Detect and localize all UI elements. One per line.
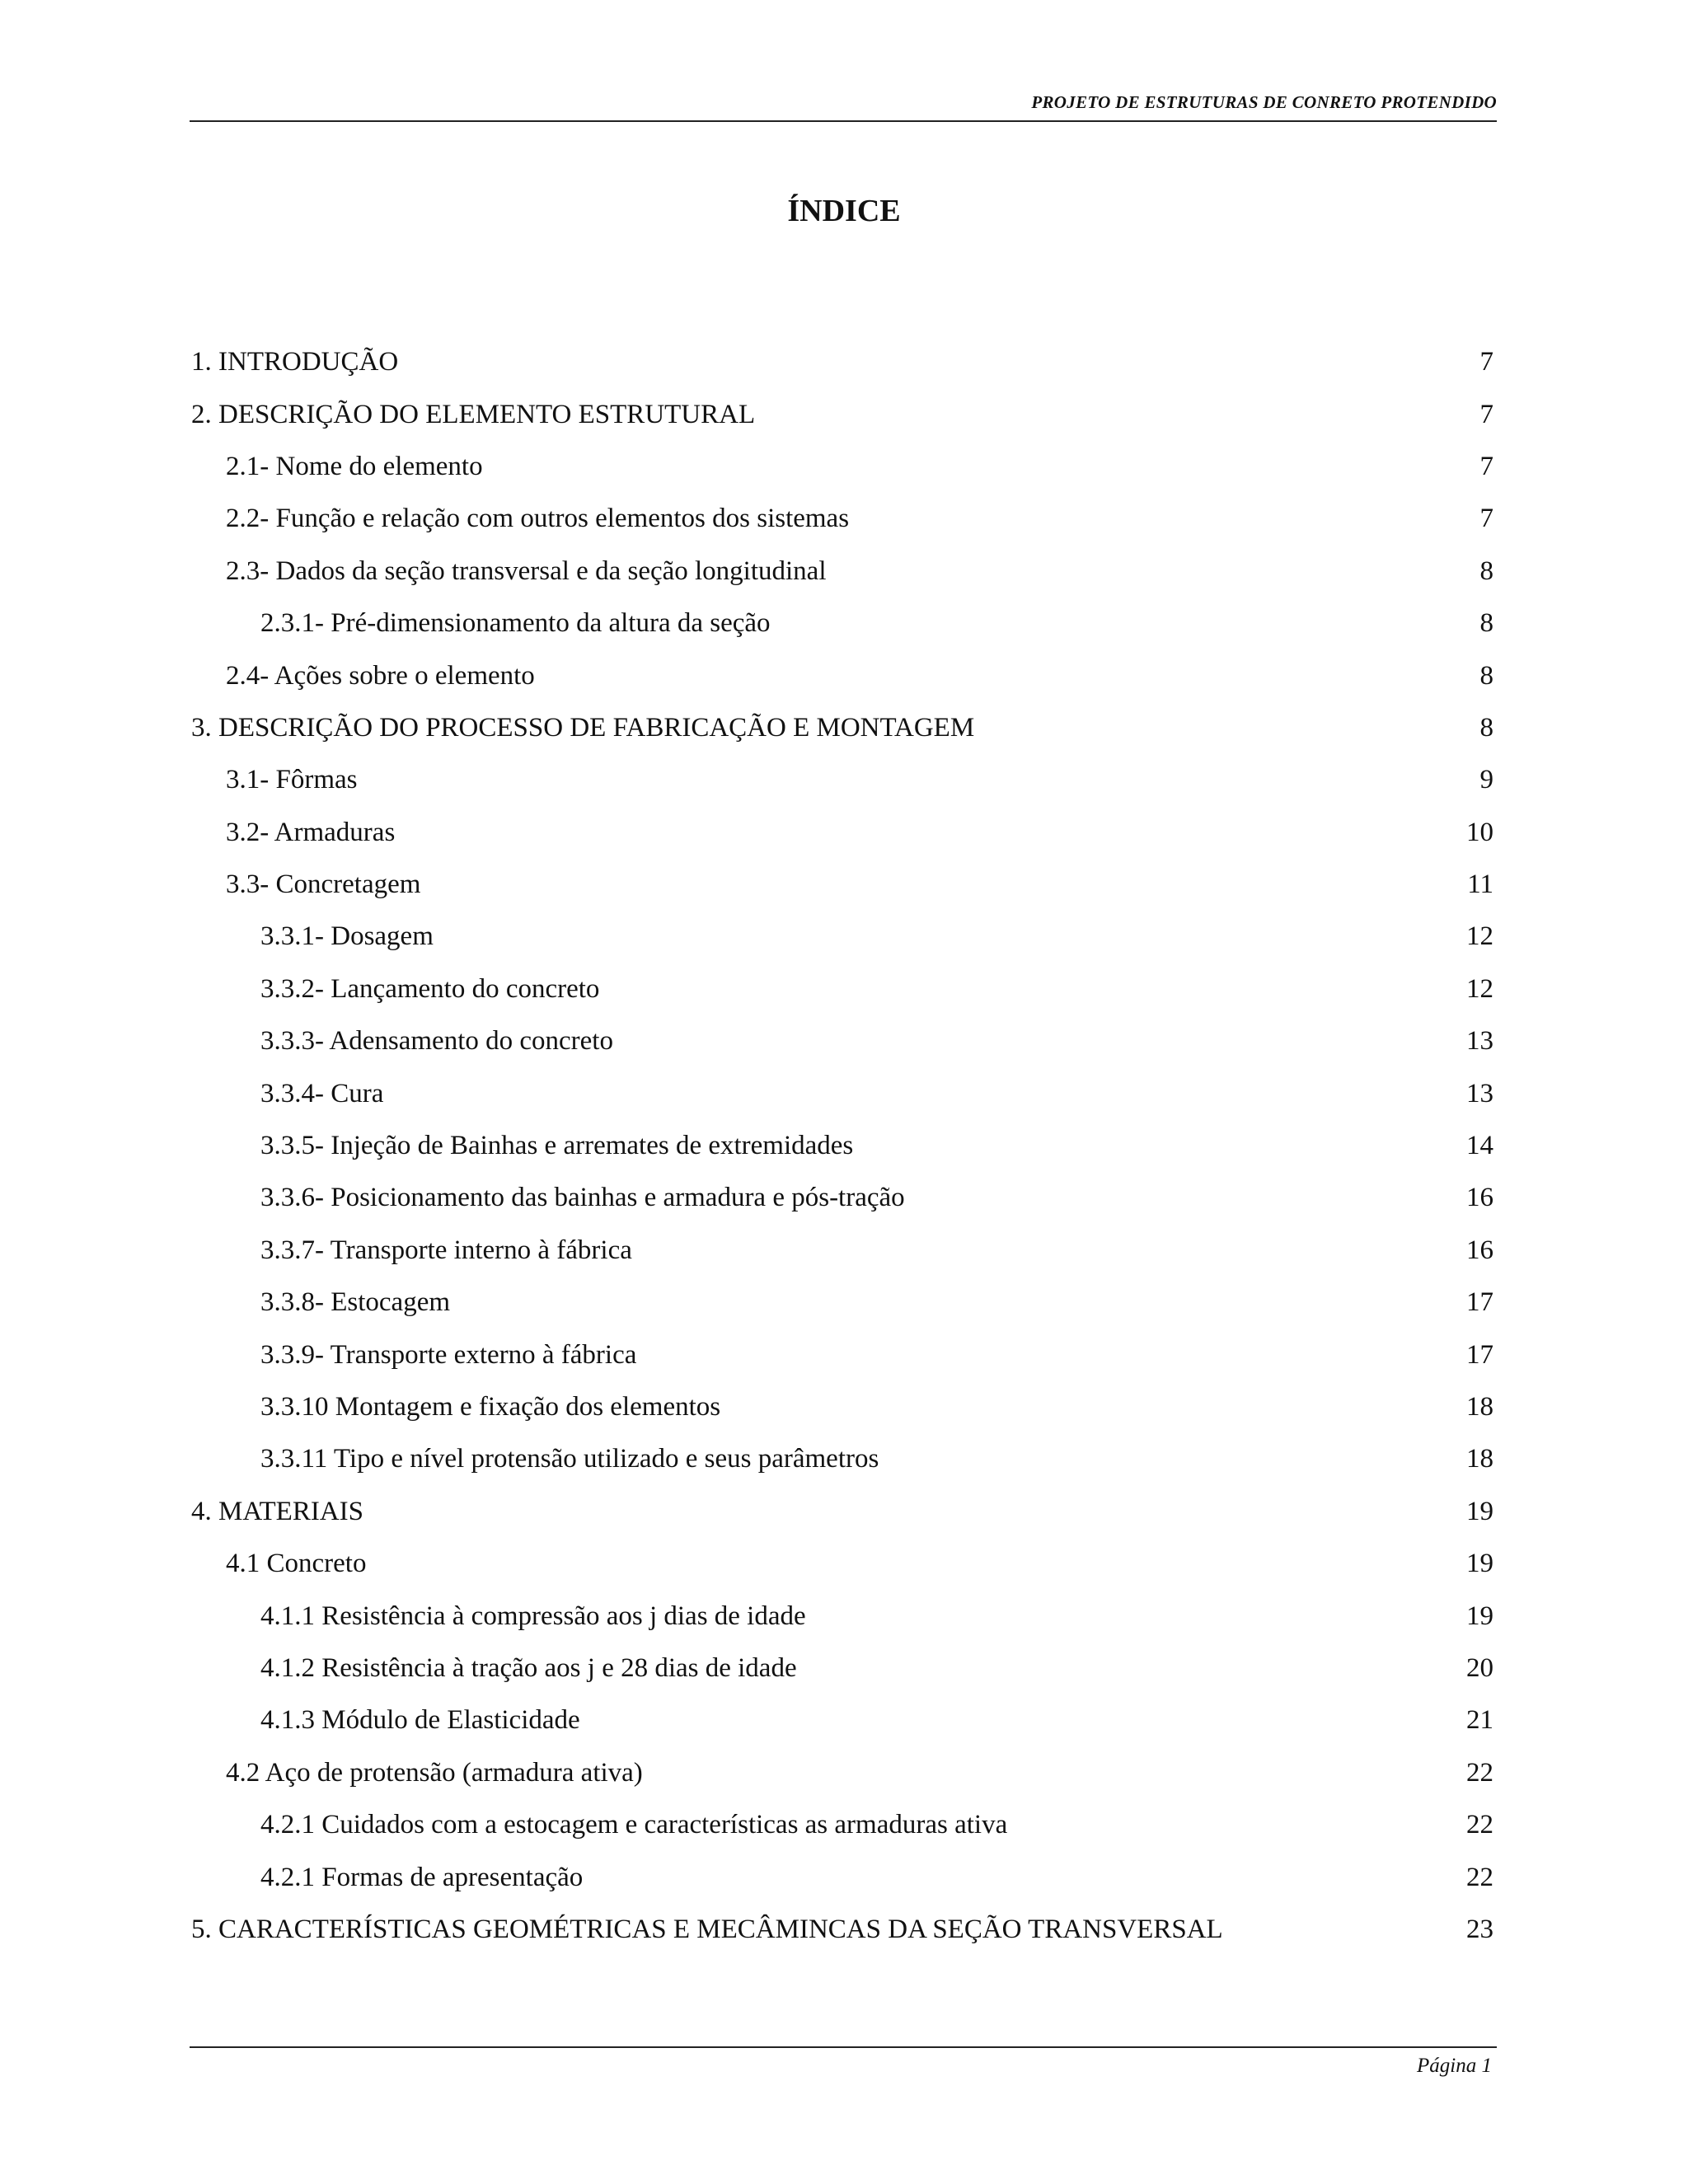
toc-dot-leader — [760, 413, 1475, 429]
toc-entry-page-number: 7 — [1479, 399, 1493, 429]
toc-dot-leader — [455, 1301, 1461, 1317]
toc-entry-label: 4.2.1 Cuidados com a estocagem e características as armaduras ativa — [260, 1810, 1008, 1840]
toc-entry[interactable] — [191, 1120, 1493, 1172]
toc-entry[interactable] — [191, 1225, 1493, 1277]
toc-entry-page-number: 19 — [1466, 1549, 1493, 1579]
toc-dot-leader — [910, 1197, 1461, 1213]
toc-entry-label: 3.3.2- Lançamento do concreto — [260, 973, 600, 1004]
toc-entry-label: 3.3.10 Montagem e fixação dos elementos — [260, 1392, 721, 1422]
toc-entry-page-number: 12 — [1466, 973, 1493, 1004]
toc-entry[interactable] — [191, 1015, 1493, 1067]
toc-entry-page-number: 23 — [1466, 1914, 1493, 1944]
toc-entry-label: 3. DESCRIÇÃO DO PROCESSO DE FABRICAÇÃO E MONTAGEM — [191, 712, 975, 743]
toc-entry-label: 3.3.8- Estocagem — [260, 1287, 451, 1318]
toc-entry-page-number: 16 — [1466, 1235, 1493, 1265]
toc-entry-page-number: 9 — [1479, 765, 1493, 795]
toc-dot-leader — [618, 1039, 1461, 1056]
table-of-contents — [191, 336, 1493, 1956]
toc-entry-page-number: 22 — [1466, 1757, 1493, 1788]
toc-entry[interactable] — [191, 388, 1493, 440]
toc-entry[interactable] — [191, 1172, 1493, 1224]
toc-entry-page-number: 8 — [1479, 712, 1493, 743]
toc-dot-leader — [979, 726, 1475, 743]
toc-entry[interactable] — [191, 336, 1493, 388]
toc-entry-label: 2.1- Nome do elemento — [226, 451, 483, 481]
footer-rule — [190, 2046, 1497, 2048]
toc-dot-leader — [884, 1458, 1461, 1474]
header-rule — [190, 120, 1497, 122]
toc-entry[interactable] — [191, 1904, 1493, 1956]
toc-entry[interactable] — [191, 441, 1493, 493]
toc-entry[interactable] — [191, 1277, 1493, 1329]
toc-entry-label: 3.3.9- Transporte externo à fábrica — [260, 1339, 637, 1370]
toc-entry-label: 3.2- Armaduras — [226, 817, 396, 847]
toc-entry-page-number: 22 — [1466, 1862, 1493, 1892]
toc-entry-label: 5. CARACTERÍSTICAS GEOMÉTRICAS E MECÂMINCAS DA SEÇÃO TRANSVERSAL — [191, 1914, 1223, 1944]
toc-dot-leader — [363, 779, 1475, 795]
toc-entry-label: 3.1- Fôrmas — [226, 765, 358, 795]
toc-entry-page-number: 18 — [1466, 1444, 1493, 1474]
toc-dot-leader — [811, 1615, 1461, 1631]
toc-entry[interactable] — [191, 493, 1493, 545]
toc-entry-page-number: 7 — [1479, 347, 1493, 377]
toc-entry[interactable] — [191, 1747, 1493, 1799]
toc-entry-page-number: 11 — [1467, 869, 1493, 900]
toc-entry-label: 3.3.4- Cura — [260, 1078, 384, 1108]
toc-entry[interactable] — [191, 1433, 1493, 1485]
toc-entry[interactable] — [191, 649, 1493, 701]
toc-entry-label: 2. DESCRIÇÃO DO ELEMENTO ESTRUTURAL — [191, 399, 756, 429]
toc-entry[interactable] — [191, 754, 1493, 806]
toc-dot-leader — [368, 1510, 1461, 1526]
running-header: PROJETO DE ESTRUTURAS DE CONRETO PROTENDIDO — [1031, 92, 1497, 112]
toc-entry[interactable] — [191, 1643, 1493, 1694]
toc-entry-page-number: 16 — [1466, 1183, 1493, 1213]
toc-dot-leader — [832, 569, 1475, 586]
toc-entry-page-number: 19 — [1466, 1496, 1493, 1526]
toc-entry[interactable] — [191, 963, 1493, 1015]
toc-dot-leader — [403, 360, 1475, 377]
toc-entry[interactable] — [191, 1329, 1493, 1380]
toc-entry-page-number: 19 — [1466, 1601, 1493, 1631]
toc-entry-page-number: 14 — [1466, 1131, 1493, 1161]
toc-entry[interactable] — [191, 1538, 1493, 1590]
toc-entry-label: 3.3.3- Adensamento do concreto — [260, 1026, 613, 1057]
toc-entry-page-number: 17 — [1466, 1287, 1493, 1318]
toc-dot-leader — [540, 674, 1475, 691]
toc-entry-page-number: 22 — [1466, 1810, 1493, 1840]
toc-entry-page-number: 13 — [1466, 1078, 1493, 1108]
toc-entry-page-number: 21 — [1466, 1705, 1493, 1736]
toc-dot-leader — [588, 1876, 1461, 1892]
toc-entry[interactable] — [191, 1590, 1493, 1642]
toc-entry-label: 4.1.1 Resistência à compressão aos j dias de idade — [260, 1601, 806, 1631]
toc-entry-page-number: 7 — [1479, 451, 1493, 481]
toc-entry-label: 4.1 Concreto — [226, 1549, 367, 1579]
toc-entry[interactable] — [191, 807, 1493, 859]
toc-dot-leader — [388, 1092, 1461, 1108]
toc-entry-label: 2.3.1- Pré-dimensionamento da altura da seção — [260, 608, 771, 639]
toc-dot-leader — [858, 1144, 1461, 1160]
toc-entry-page-number: 13 — [1466, 1026, 1493, 1057]
toc-entry[interactable] — [191, 1486, 1493, 1538]
toc-dot-leader — [604, 987, 1461, 1004]
toc-entry-page-number: 20 — [1466, 1652, 1493, 1683]
toc-entry-page-number: 8 — [1479, 660, 1493, 691]
toc-entry-page-number: 7 — [1479, 504, 1493, 534]
toc-entry-label: 3.3.1- Dosagem — [260, 921, 434, 952]
toc-entry[interactable] — [191, 911, 1493, 963]
toc-dot-leader — [585, 1719, 1461, 1736]
toc-entry-label: 4. MATERIAIS — [191, 1496, 364, 1526]
toc-entry-label: 4.2 Aço de protensão (armadura ativa) — [226, 1757, 643, 1788]
toc-entry-label: 2.2- Função e relação com outros elementos dos sistemas — [226, 504, 850, 534]
toc-entry-label: 4.2.1 Formas de apresentação — [260, 1862, 584, 1892]
toc-entry-page-number: 12 — [1466, 921, 1493, 952]
toc-dot-leader — [641, 1353, 1461, 1370]
toc-entry[interactable] — [191, 859, 1493, 911]
page-number-footer: Página 1 — [1417, 2055, 1492, 2077]
toc-dot-leader — [776, 621, 1475, 638]
toc-entry-label: 3.3- Concretagem — [226, 869, 421, 900]
toc-entry-label: 2.3- Dados da seção transversal e da seção longitudinal — [226, 555, 827, 586]
toc-dot-leader — [488, 465, 1475, 481]
toc-dot-leader — [371, 1562, 1461, 1578]
toc-entry[interactable] — [191, 1694, 1493, 1746]
toc-entry-label: 2.4- Ações sobre o elemento — [226, 660, 535, 691]
toc-entry-label: 4.1.2 Resistência à tração aos j e 28 dias de idade — [260, 1652, 797, 1683]
toc-entry[interactable] — [191, 1799, 1493, 1851]
toc-entry-label: 3.3.11 Tipo e nível protensão utilizado e seus parâmetros — [260, 1444, 879, 1474]
toc-entry-page-number: 8 — [1479, 555, 1493, 586]
toc-entry-label: 3.3.5- Injeção de Bainhas e arremates de extremidades — [260, 1131, 854, 1161]
toc-dot-leader — [648, 1771, 1461, 1788]
toc-dot-leader — [1228, 1928, 1461, 1944]
toc-entry-label: 3.3.6- Posicionamento das bainhas e armadura e pós-tração — [260, 1183, 905, 1213]
toc-dot-leader — [854, 518, 1475, 534]
toc-dot-leader — [725, 1405, 1461, 1422]
toc-entry[interactable] — [191, 1067, 1493, 1119]
toc-entry-label: 1. INTRODUÇÃO — [191, 347, 399, 377]
toc-entry-page-number: 17 — [1466, 1339, 1493, 1370]
toc-entry-page-number: 8 — [1479, 608, 1493, 639]
toc-entry[interactable] — [191, 702, 1493, 754]
toc-entry[interactable] — [191, 1851, 1493, 1903]
toc-dot-leader — [438, 935, 1461, 952]
toc-entry[interactable] — [191, 598, 1493, 649]
toc-dot-leader — [400, 831, 1461, 847]
toc-entry[interactable] — [191, 1381, 1493, 1433]
toc-entry-page-number: 10 — [1466, 817, 1493, 847]
toc-entry-label: 4.1.3 Módulo de Elasticidade — [260, 1705, 580, 1736]
toc-entry-label: 3.3.7- Transporte interno à fábrica — [260, 1235, 632, 1265]
toc-entry[interactable] — [191, 546, 1493, 598]
toc-entry-page-number: 18 — [1466, 1392, 1493, 1422]
toc-dot-leader — [1012, 1823, 1461, 1840]
toc-dot-leader — [425, 883, 1462, 899]
toc-dot-leader — [637, 1249, 1461, 1265]
toc-dot-leader — [802, 1666, 1461, 1683]
page-title: ÍNDICE — [787, 194, 901, 228]
